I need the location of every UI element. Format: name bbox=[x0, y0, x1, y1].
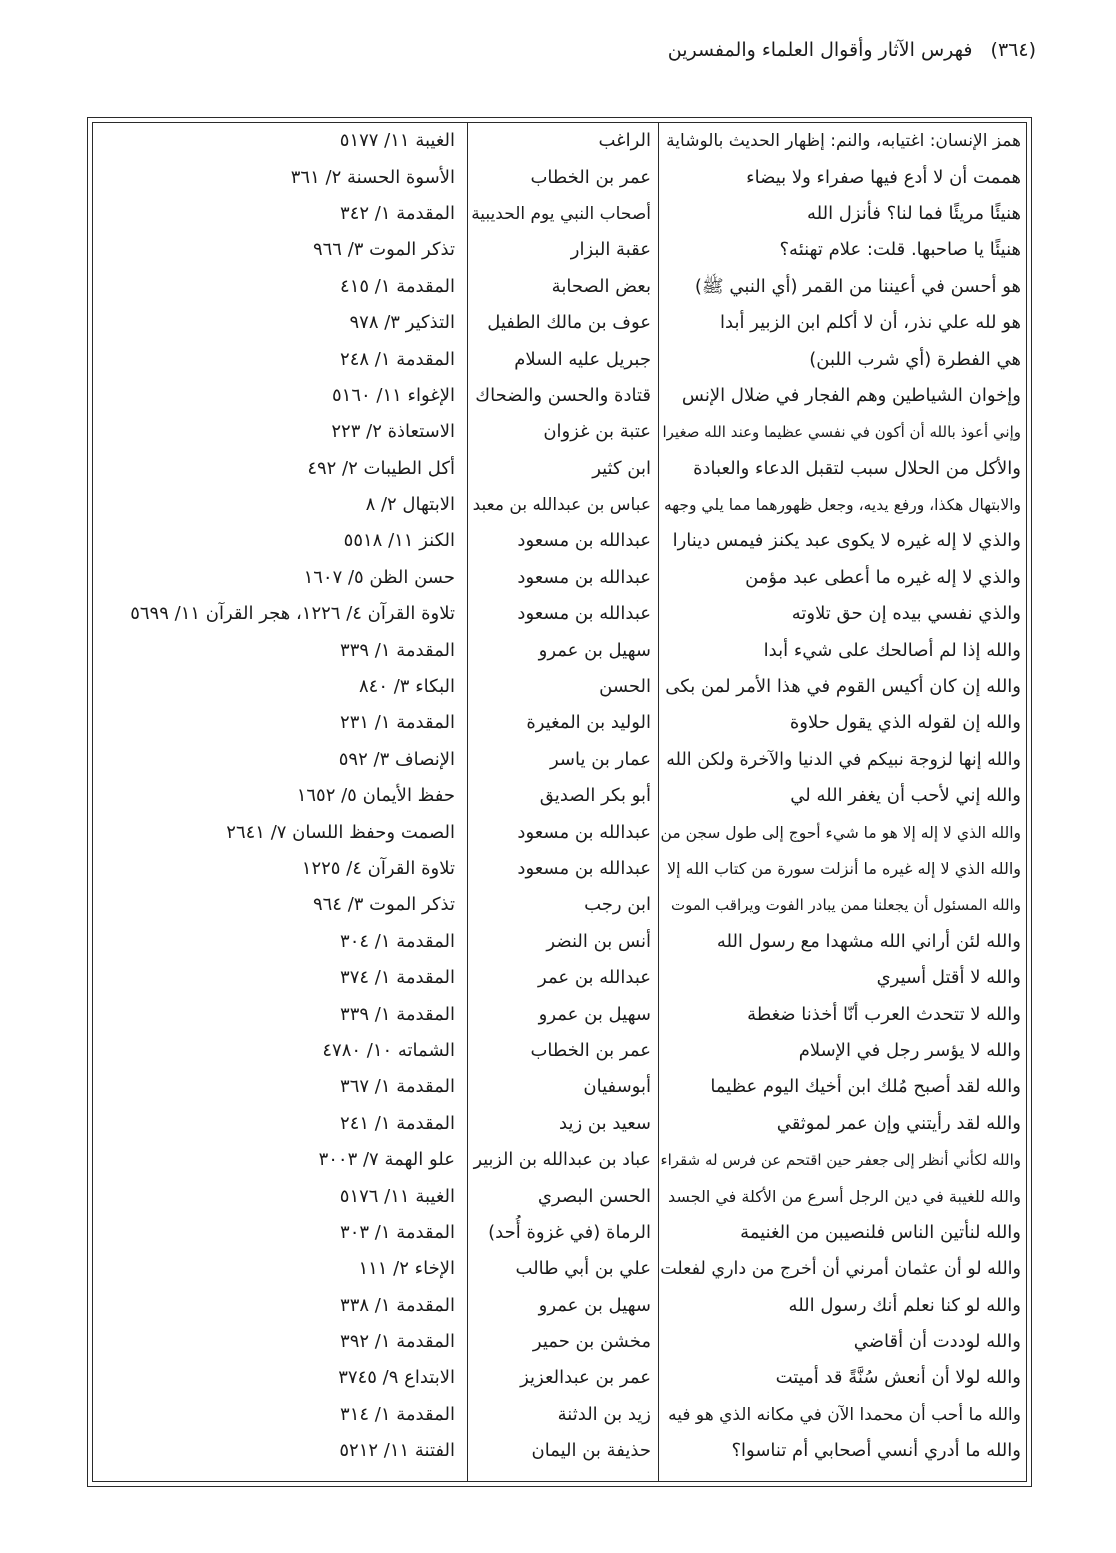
quote-reference: الغيبة ١١/ ٥١٧٧ bbox=[339, 130, 455, 152]
quote-text: والله لا أقتل أسيري bbox=[876, 967, 1021, 989]
quote-text: والله ما أحب أن محمدا الآن في مكانه الذي هو فيه bbox=[668, 1404, 1021, 1425]
page-title: فهرس الآثار وأقوال العلماء والمفسرين bbox=[667, 39, 973, 61]
quote-text: والله الذي لا إله غيره ما أنزلت سورة من كتاب الله إلا bbox=[667, 859, 1021, 878]
quote-text: والله لكأني أنظر إلى جعفر حين اقتحم عن فرس له شقراء bbox=[660, 1151, 1021, 1170]
quote-reference: المقدمة ١/ ٣٦٧ bbox=[340, 1076, 455, 1098]
quote-text: والله لقد رأيتني وإن عمر لموثقي bbox=[776, 1112, 1021, 1134]
quote-reference: البكاء ٣/ ٨٤٠ bbox=[358, 676, 455, 698]
index-row bbox=[93, 414, 1026, 450]
quote-sayer: عبدالله بن مسعود bbox=[517, 530, 651, 552]
quote-text: والله إن لقوله الذي يقول حلاوة bbox=[789, 712, 1021, 734]
quote-sayer: الحسن bbox=[599, 676, 651, 698]
quote-sayer: سهيل بن عمرو bbox=[538, 639, 651, 661]
quote-reference: المقدمة ١/ ٣٤٢ bbox=[340, 202, 455, 224]
quote-reference: الاستعاذة ٢/ ٢٢٣ bbox=[331, 421, 455, 443]
quote-sayer: جبريل عليه السلام bbox=[514, 348, 651, 370]
quote-reference: الكنز ١١/ ٥٥١٨ bbox=[343, 530, 455, 552]
quote-reference: الإنصاف ٣/ ٥٩٢ bbox=[338, 748, 455, 770]
quote-sayer: عمر بن الخطاب bbox=[530, 1039, 651, 1061]
quote-text: والله إني لأحب أن يغفر الله لي bbox=[790, 785, 1021, 807]
index-row bbox=[93, 1288, 1026, 1324]
quote-reference: تلاوة القرآن ٤/ ١٢٢٥ bbox=[301, 858, 455, 879]
quote-reference: الإغواء ١١/ ٥١٦٠ bbox=[332, 384, 455, 406]
index-row bbox=[93, 814, 1026, 850]
index-row bbox=[93, 523, 1026, 559]
index-row bbox=[93, 560, 1026, 596]
quote-sayer: الرماة (في غزوة أُحد) bbox=[488, 1221, 651, 1243]
quote-sayer: سهيل بن عمرو bbox=[538, 1294, 651, 1316]
quote-text: والله للغيبة في دين الرجل أسرع من الأكلة في الجسد bbox=[667, 1186, 1021, 1206]
quote-text: والله المسئول أن يجعلنا ممن يبادر الفوت ويراقب الموت bbox=[671, 896, 1021, 915]
quote-text: والله لنأتين الناس فلنصيبن من الغنيمة bbox=[740, 1221, 1021, 1243]
quote-text: والله إنها لزوجة نبيكم في الدنيا والآخرة ولكن الله bbox=[666, 749, 1021, 770]
quote-reference: المقدمة ١/ ٤١٥ bbox=[340, 275, 455, 297]
quote-text: والله لوددت أن أقاضي bbox=[853, 1331, 1021, 1353]
index-rows bbox=[93, 123, 1026, 1469]
quote-reference: الإخاء ٢/ ١١١ bbox=[358, 1258, 455, 1280]
quote-sayer: ابن كثير bbox=[592, 457, 651, 479]
quote-text: والله لئن أراني الله مشهدا مع رسول الله bbox=[716, 930, 1021, 952]
quote-text: والأكل من الحلال سبب لتقبل الدعاء والعبادة bbox=[693, 457, 1021, 479]
quote-sayer: الراغب bbox=[598, 130, 651, 152]
quote-sayer: سعيد بن زيد bbox=[559, 1112, 651, 1134]
quote-reference: تذكر الموت ٣/ ٩٦٦ bbox=[312, 239, 455, 261]
quote-text: والله إذا لم أصالحك على شيء أبدا bbox=[763, 639, 1021, 661]
quote-reference: تذكر الموت ٣/ ٩٦٤ bbox=[312, 894, 455, 916]
index-row bbox=[93, 1142, 1026, 1178]
quote-text: والله ما أدري أنسي أصحابي أم تناسوا؟ bbox=[731, 1440, 1021, 1462]
index-row bbox=[93, 1397, 1026, 1433]
quote-reference: المقدمة ١/ ٣٩٢ bbox=[340, 1331, 455, 1353]
quote-text: والذي نفسي بيده إن حق تلاوته bbox=[791, 603, 1021, 625]
quote-reference: الابتهال ٢/ ٨ bbox=[365, 494, 455, 516]
quote-text: هنيئًا مريئًا فما لنا؟ فأنزل الله bbox=[806, 202, 1021, 224]
index-row bbox=[93, 1360, 1026, 1396]
index-table-frame bbox=[87, 117, 1032, 1487]
page-number: (٣٦٤) bbox=[990, 39, 1036, 61]
quote-reference: الأسوة الحسنة ٢/ ٣٦١ bbox=[290, 166, 455, 188]
quote-text: والله لو أن عثمان أمرني أن أخرج من داري لفعلت bbox=[660, 1259, 1021, 1280]
index-row bbox=[93, 887, 1026, 923]
index-row bbox=[93, 669, 1026, 705]
quote-text: والله لولا أن أنعش سُنَّةً قد أميتت bbox=[775, 1367, 1021, 1389]
quote-sayer: الحسن البصري bbox=[537, 1185, 651, 1207]
index-row bbox=[93, 851, 1026, 887]
quote-text: هي الفطرة (أي شرب اللبن) bbox=[809, 348, 1021, 370]
quote-reference: علو الهمة ٧/ ٣٠٠٣ bbox=[318, 1149, 455, 1171]
quote-reference: الشماته ١٠/ ٤٧٨٠ bbox=[322, 1039, 455, 1061]
quote-reference: المقدمة ١/ ٣٣٨ bbox=[340, 1294, 455, 1316]
index-row bbox=[93, 1033, 1026, 1069]
quote-reference: المقدمة ١/ ٢٣١ bbox=[340, 712, 455, 734]
index-row bbox=[93, 960, 1026, 996]
index-row bbox=[93, 196, 1026, 232]
quote-sayer: مخشن بن حمير bbox=[532, 1331, 651, 1353]
quote-text: والله لو كنا نعلم أنك رسول الله bbox=[788, 1294, 1021, 1316]
quote-sayer: عبدالله بن مسعود bbox=[517, 821, 651, 843]
index-row bbox=[93, 924, 1026, 960]
index-row bbox=[93, 487, 1026, 523]
index-row bbox=[93, 1215, 1026, 1251]
quote-reference: التذكير ٣/ ٩٧٨ bbox=[349, 312, 455, 334]
index-row bbox=[93, 232, 1026, 268]
quote-text: والله إن كان أكيس القوم في هذا الأمر لمن بكى bbox=[665, 676, 1021, 698]
quote-text: والله لا يؤسر رجل في الإسلام bbox=[798, 1039, 1021, 1061]
quote-reference: المقدمة ١/ ٣٣٩ bbox=[340, 639, 455, 661]
quote-text: هو لله علي نذر، أن لا أكلم ابن الزبير أبدا bbox=[720, 312, 1021, 334]
quote-text: والله لا تتحدث العرب أنّا أخذنا ضغطة bbox=[747, 1003, 1021, 1025]
quote-sayer: أصحاب النبي يوم الحديبية bbox=[471, 203, 651, 224]
page-header bbox=[668, 36, 1036, 64]
index-row bbox=[93, 1106, 1026, 1142]
quote-sayer: علي بن أبي طالب bbox=[515, 1258, 651, 1280]
quote-text: همز الإنسان: اغتيابه، والنم: إظهار الحديث بالوشاية bbox=[666, 131, 1021, 152]
quote-sayer: عباد بن عبدالله بن الزبير bbox=[473, 1150, 651, 1171]
quote-sayer: عباس بن عبدالله بن معبد bbox=[472, 495, 651, 516]
quote-sayer: عبدالله بن مسعود bbox=[517, 858, 651, 879]
quote-text: هنيئًا يا صاحبها. قلت: علام تهنئه؟ bbox=[779, 239, 1021, 261]
index-row bbox=[93, 341, 1026, 377]
quote-sayer: أنس بن النضر bbox=[546, 930, 651, 952]
quote-text: والذي لا إله غيره لا يكوى عبد يكنز فيمس دينارا bbox=[672, 530, 1021, 552]
index-row bbox=[93, 742, 1026, 778]
quote-sayer: حذيفة بن اليمان bbox=[531, 1440, 651, 1462]
quote-reference: المقدمة ١/ ٣٣٩ bbox=[340, 1003, 455, 1025]
quote-sayer: أبوسفيان bbox=[583, 1076, 651, 1098]
quote-reference: الغيبة ١١/ ٥١٧٦ bbox=[339, 1185, 455, 1207]
quote-reference: المقدمة ١/ ٢٤١ bbox=[340, 1112, 455, 1134]
index-row bbox=[93, 632, 1026, 668]
quote-sayer: عبدالله بن مسعود bbox=[517, 603, 651, 625]
quote-reference: الصمت وحفظ اللسان ٧/ ٢٦٤١ bbox=[226, 821, 455, 843]
quote-sayer: عمار بن ياسر bbox=[550, 748, 651, 770]
quote-sayer: بعض الصحابة bbox=[551, 275, 651, 297]
index-row bbox=[93, 451, 1026, 487]
index-table bbox=[92, 122, 1027, 1482]
quote-sayer: أبو بكر الصديق bbox=[539, 785, 651, 807]
index-row bbox=[93, 378, 1026, 414]
quote-reference: حسن الظن ٥/ ١٦٠٧ bbox=[303, 566, 455, 588]
quote-reference: المقدمة ١/ ٣٧٤ bbox=[340, 967, 455, 989]
index-row bbox=[93, 1069, 1026, 1105]
quote-text: هممت أن لا أدع فيها صفراء ولا بيضاء bbox=[746, 166, 1021, 188]
quote-reference: المقدمة ١/ ٣١٤ bbox=[340, 1403, 455, 1425]
index-row bbox=[93, 123, 1026, 159]
quote-sayer: عبدالله بن مسعود bbox=[517, 566, 651, 588]
quote-text: والابتهال هكذا، ورفع يديه، وجعل ظهورهما مما يلي وجهه bbox=[663, 496, 1021, 515]
quote-reference: المقدمة ١/ ٢٤٨ bbox=[340, 348, 455, 370]
quote-text: وإخوان الشياطين وهم الفجار في ضلال الإنس bbox=[681, 384, 1021, 406]
quote-sayer: عمر بن الخطاب bbox=[530, 166, 651, 188]
quote-sayer: قتادة والحسن والضحاك bbox=[475, 384, 651, 406]
quote-text: وإني أعوذ بالله أن أكون في نفسي عظيما وعند الله صغيرا bbox=[662, 423, 1021, 442]
quote-reference: أكل الطيبات ٢/ ٤٩٢ bbox=[307, 457, 455, 479]
quote-reference: المقدمة ١/ ٣٠٤ bbox=[340, 930, 455, 952]
index-row bbox=[93, 1251, 1026, 1287]
quote-text: هو أحسن في أعيننا من القمر (أي النبي ﷺ) bbox=[694, 275, 1021, 297]
index-row bbox=[93, 269, 1026, 305]
quote-sayer: الوليد بن المغيرة bbox=[526, 712, 651, 734]
index-row bbox=[93, 705, 1026, 741]
index-row bbox=[93, 305, 1026, 341]
index-row bbox=[93, 1178, 1026, 1214]
quote-reference: الفتنة ١١/ ٥٢١٢ bbox=[339, 1440, 455, 1462]
quote-sayer: عتبة بن غزوان bbox=[543, 421, 651, 443]
index-row bbox=[93, 778, 1026, 814]
index-row bbox=[93, 996, 1026, 1032]
quote-sayer: ابن رجب bbox=[584, 894, 651, 916]
quote-sayer: عقبة البزار bbox=[570, 239, 651, 261]
quote-text: والله الذي لا إله إلا هو ما شيء أحوج إلى طول سجن من bbox=[660, 823, 1021, 842]
quote-text: والذي لا إله غيره ما أعطى عبد مؤمن bbox=[745, 566, 1021, 588]
index-row bbox=[93, 1324, 1026, 1360]
quote-reference: الابتداع ٩/ ٣٧٤٥ bbox=[338, 1367, 455, 1389]
quote-sayer: سهيل بن عمرو bbox=[538, 1003, 651, 1025]
quote-reference: حفظ الأيمان ٥/ ١٦٥٢ bbox=[296, 785, 455, 807]
index-row bbox=[93, 596, 1026, 632]
quote-sayer: زيد بن الدثنة bbox=[557, 1403, 651, 1425]
index-row bbox=[93, 1433, 1026, 1469]
quote-reference: المقدمة ١/ ٣٠٣ bbox=[340, 1221, 455, 1243]
quote-sayer: عمر بن عبدالعزيز bbox=[520, 1367, 651, 1389]
quote-sayer: عبدالله بن عمر bbox=[538, 967, 651, 989]
quote-text: والله لقد أصبح مُلك ابن أخيك اليوم عظيما bbox=[710, 1076, 1021, 1098]
index-row bbox=[93, 159, 1026, 195]
quote-sayer: عوف بن مالك الطفيل bbox=[487, 312, 651, 334]
quote-reference: تلاوة القرآن ٤/ ١٢٢٦، هجر القرآن ١١/ ٥٦٩٩ bbox=[130, 603, 455, 625]
